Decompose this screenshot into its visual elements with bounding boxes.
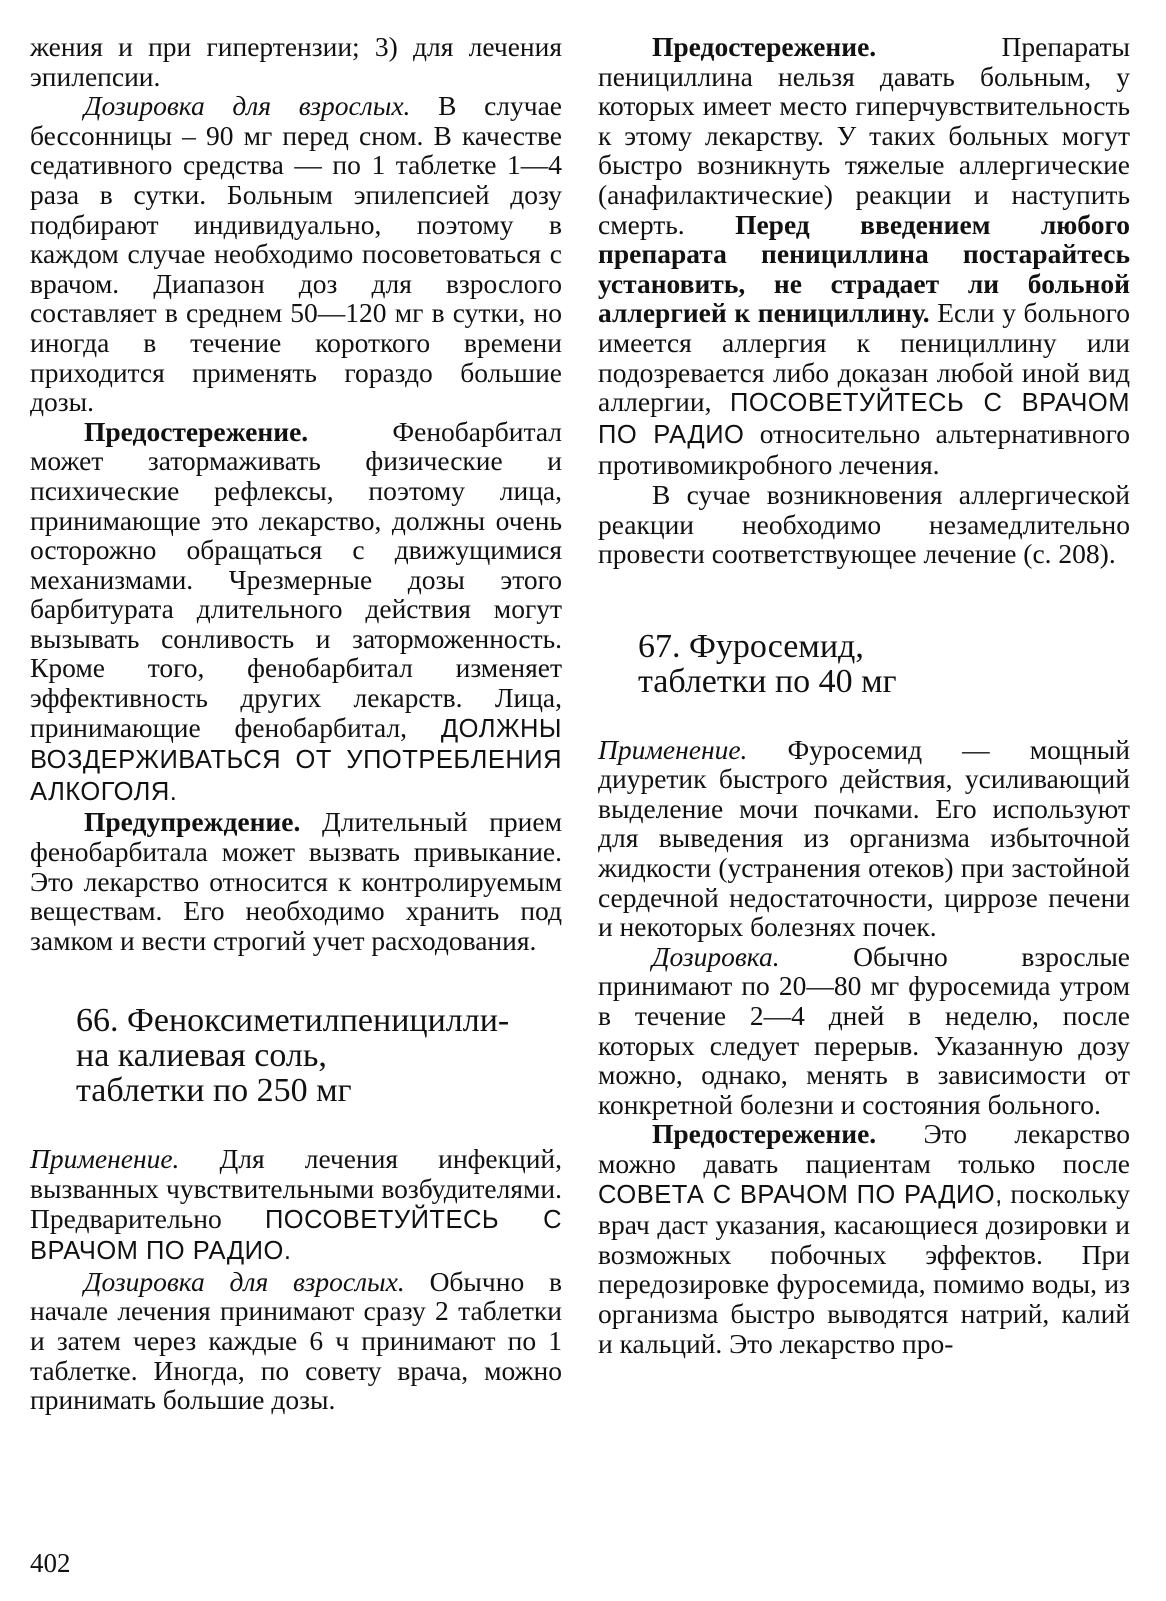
dosage-text-right: Обычно взрослые принимают по 20—80 мг фуросемида утром в течение 2—4 дней в неделю, после которых следует перерыв. Указанную дозу можно, однако, менять в зависимости от конкретной болезни и состояния больного. [598,940,1130,1120]
dosage-label-right: Дозировка. [652,940,780,972]
warning-paragraph [30,417,562,808]
heading-67: 67. Фуросемид, таблетки по 40 мг [638,627,897,700]
application-text-right: Фуросемид — мощный диуретик быстрого действия, усиливающий выделение мочи почками. Его используют для выведения из организма избыточной жидкости (устранения отеков) при застойной сердечной недостаточности, циррозе печени и некоторых болезнях почек. [598,733,1131,943]
warning-text-right: Препараты пенициллина нельзя давать больным, у которых имеет место гиперчувствительность к этому лекарству. У таких больных могут быстро возникнуть тяжелые аллергические (анафилактические) реакции и наступить смерть. [598,31,1130,240]
furosemide-warning-paragraph [598,1119,1130,1358]
warning-text-right-2: Если у больного имеется аллергия к пенициллину или подозревается либо доказан любой иной вид аллергии, [598,297,1130,418]
left-column [30,32,562,1415]
paragraph-continuation: жения и при гипертензии; 3) для лечения эпилепсии. [30,31,562,92]
dosage-paragraph [30,91,562,417]
dosage-paragraph-2 [30,1267,562,1415]
penicillin-warning-paragraph [598,32,1130,480]
caution-text: Длительный прием фенобарбитала может вызвать привыкание. Это лекарство относится к контролируемым веществам. Его необходимо хранить под замком и вести строгий учет расходования. [30,806,563,956]
dosage-text: В случае бессонницы – 90 мг перед сном. В качестве седативного средства — по 1 таблетке 1—4 раза в сутки. Больным эпилепсией дозу подбирают индивидуально, поэтому в каждом случае необходимо посоветоваться с врачом. Диапазон доз для взрослого составляет в среднем 50—120 мг в сутки, но иногда в течение короткого времени приходится применять гораздо большие дозы. [30,90,563,418]
warning-text: Фенобарбитал может затормаживать физические и психические рефлексы, поэтому лица, принимающие это лекарство, должны очень осторожно обращаться с движущимися механизмами. Чрезмерные дозы этого барбитурата длительного действия могут вызывать сонливость и заторможенность. Кроме того, фенобарбитал изменяет эффективность других лекарств. Лица, принимающие фенобарбитал, [30,415,562,743]
furosemide-application-paragraph [598,735,1130,942]
caution-label: Предупреждение. [84,806,301,838]
application-text: Для лечения инфекций, вызванных чувствительными возбудителями. Предварительно [30,1143,562,1234]
warning2-text-2: поскольку врач даст указания, касающиеся дозировки и возможных побочных эффектов. При передозировке фуросемида, помимо воды, из организма быстро выводятся натрий, калий и кальций. Это лекарство про- [598,1177,1131,1359]
warning-label: Предостережение. [84,415,309,447]
right-column [598,32,1130,1358]
furosemide-dosage-paragraph [598,942,1130,1120]
dosage-label-2: Дозировка для взрослых. [84,1265,405,1297]
application-label-right: Применение. [598,733,748,765]
warning-caps: ДОЛЖНЫ ВОЗДЕРЖИВАТЬСЯ ОТ УПОТРЕБЛЕНИЯ АЛКОГОЛЯ. [30,714,562,806]
application-paragraph [30,1144,562,1266]
warning-bold-right: Перед введением любого препарата пенициллина постарайтесь установить, не страдает ли больной аллергией к пенициллину. [598,208,1130,329]
application-label: Применение. [30,1143,180,1175]
allergy-paragraph: В сучае возникновения аллергической реакции необходимо незамедлительно провести соответствующее лечение (с. 208). [598,478,1130,570]
page-number: 402 [30,1548,71,1578]
application-caps: ПОСОВЕТУЙТЕСЬ С ВРАЧОМ ПО РАДИО. [30,1205,562,1266]
heading-66: 66. Феноксиметилпеницилли- на калиевая соль, таблетки по 250 мг [76,1002,510,1110]
dosage-text-2: Обычно в начале лечения принимают сразу 2 таблетки и затем через каждые 6 ч принимают по 1 таблетке. Иногда, по совету врача, можно принимать большие дозы. [30,1265,562,1416]
warning2-text: Это лекарство можно давать пациентам только после [598,1118,1130,1179]
warning-caps-right: ПОСОВЕТУЙТЕСЬ С ВРАЧОМ ПО РАДИО [598,389,1130,449]
caution-paragraph [30,807,562,955]
warning-label-right: Предостережение. [652,31,877,62]
warning2-label: Предостережение. [652,1118,877,1150]
warning-text-right-3: относительно альтернативного противомикробного лечения. [598,417,1130,481]
warning2-caps: СОВЕТА С ВРАЧОМ ПО РАДИО, [598,1180,1003,1209]
dosage-label: Дозировка для взрослых. [84,90,411,122]
